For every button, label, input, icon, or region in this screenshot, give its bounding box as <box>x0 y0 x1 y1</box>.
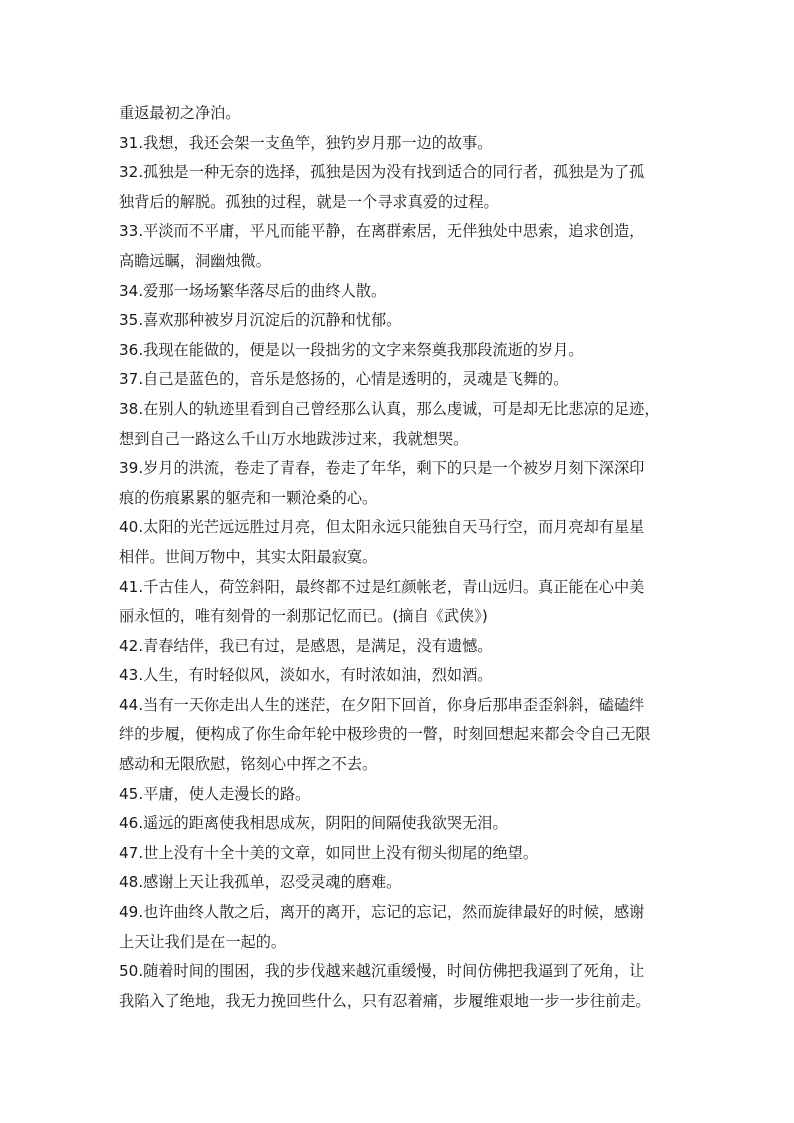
text-line: 丽永恒的，唯有刻骨的一刹那记忆而已。(摘自《武侠》) <box>119 607 488 626</box>
text-line: 绊的步履，便构成了你生命年轮中极珍贵的一瞥，时刻回想起来都会令自己无限 <box>119 725 651 744</box>
text-line: 50.随着时间的围困，我的步伐越来越沉重缓慢，时间仿佛把我逼到了死角，让 <box>119 962 645 981</box>
text-line: 36.我现在能做的，便是以一段拙劣的文字来祭奠我那段流逝的岁月。 <box>119 340 584 359</box>
text-line: 47.世上没有十全十美的文章，如同世上没有彻头彻尾的绝望。 <box>119 843 539 862</box>
text-line: 感动和无限欣慰，铭刻心中挥之不去。 <box>119 755 378 774</box>
text-line: 48.感谢上天让我孤单，忍受灵魂的磨难。 <box>119 873 402 892</box>
text-line: 重返最初之净泊。 <box>119 104 241 122</box>
text-line: 46.遥远的距离使我相思成灰，阴阳的间隔使我欲哭无泪。 <box>119 814 508 833</box>
text-line: 34.爱那一场场繁华落尽后的曲终人散。 <box>119 281 387 300</box>
text-line: 45.平庸，使人走漫长的路。 <box>119 784 311 803</box>
text-line: 42.青春结伴，我已有过，是感恩，是满足，没有遗憾。 <box>119 636 493 655</box>
text-line: 我陷入了绝地，我无力挽回些什么，只有忍着痛，步履维艰地一步一步往前走。 <box>119 991 651 1010</box>
text-line: 41.千古佳人，荷笠斜阳，最终都不过是红颜帐老，青山远归。真正能在心中美 <box>119 577 645 596</box>
text-line: 49.也许曲终人散之后，离开的离开，忘记的忘记，然而旋律最好的时候，感谢 <box>119 903 645 922</box>
text-line: 43.人生，有时轻似风，淡如水，有时浓如油，烈如酒。 <box>119 666 493 685</box>
text-line: 35.喜欢那种被岁月沉淀后的沉静和忧郁。 <box>119 311 402 330</box>
text-line: 37.自己是蓝色的，音乐是悠扬的，心情是透明的，灵魂是飞舞的。 <box>119 370 569 389</box>
text-line: 上天让我们是在一起的。 <box>119 932 287 951</box>
document-body <box>119 99 679 1016</box>
text-line: 39.岁月的洪流，卷走了青春，卷走了年华，剩下的只是一个被岁月刻下深深印 <box>119 459 645 478</box>
text-line: 40.太阳的光芒远远胜过月亮，但太阳永远只能独自天马行空，而月亮却有星星 <box>119 518 645 537</box>
text-line: 32.孤独是一种无奈的选择，孤独是因为没有找到适合的同行者，孤独是为了孤 <box>119 163 645 182</box>
text-line: 31.我想，我还会架一支鱼竿，独钓岁月那一边的故事。 <box>119 133 493 152</box>
text-line: 33.平淡而不平庸，平凡而能平静，在离群索居，无伴独处中思索，追求创造， <box>119 222 645 241</box>
text-line: 44.当有一天你走出人生的迷茫，在夕阳下回首，你身后那串歪歪斜斜，磕磕绊 <box>119 695 645 714</box>
text-line: 38.在别人的轨迹里看到自己曾经那么认真，那么虔诚，可是却无比悲凉的足迹， <box>119 399 660 418</box>
text-line: 想到自己一路这么千山万水地跋涉过来，我就想哭。 <box>119 429 469 448</box>
text-line: 痕的伤痕累累的躯壳和一颗沧桑的心。 <box>119 488 378 507</box>
text-line: 高瞻远瞩，洞幽烛微。 <box>119 251 271 270</box>
text-line: 相伴。世间万物中，其实太阳最寂寞。 <box>119 547 378 566</box>
text-line: 独背后的解脱。孤独的过程，就是一个寻求真爱的过程。 <box>119 192 499 211</box>
